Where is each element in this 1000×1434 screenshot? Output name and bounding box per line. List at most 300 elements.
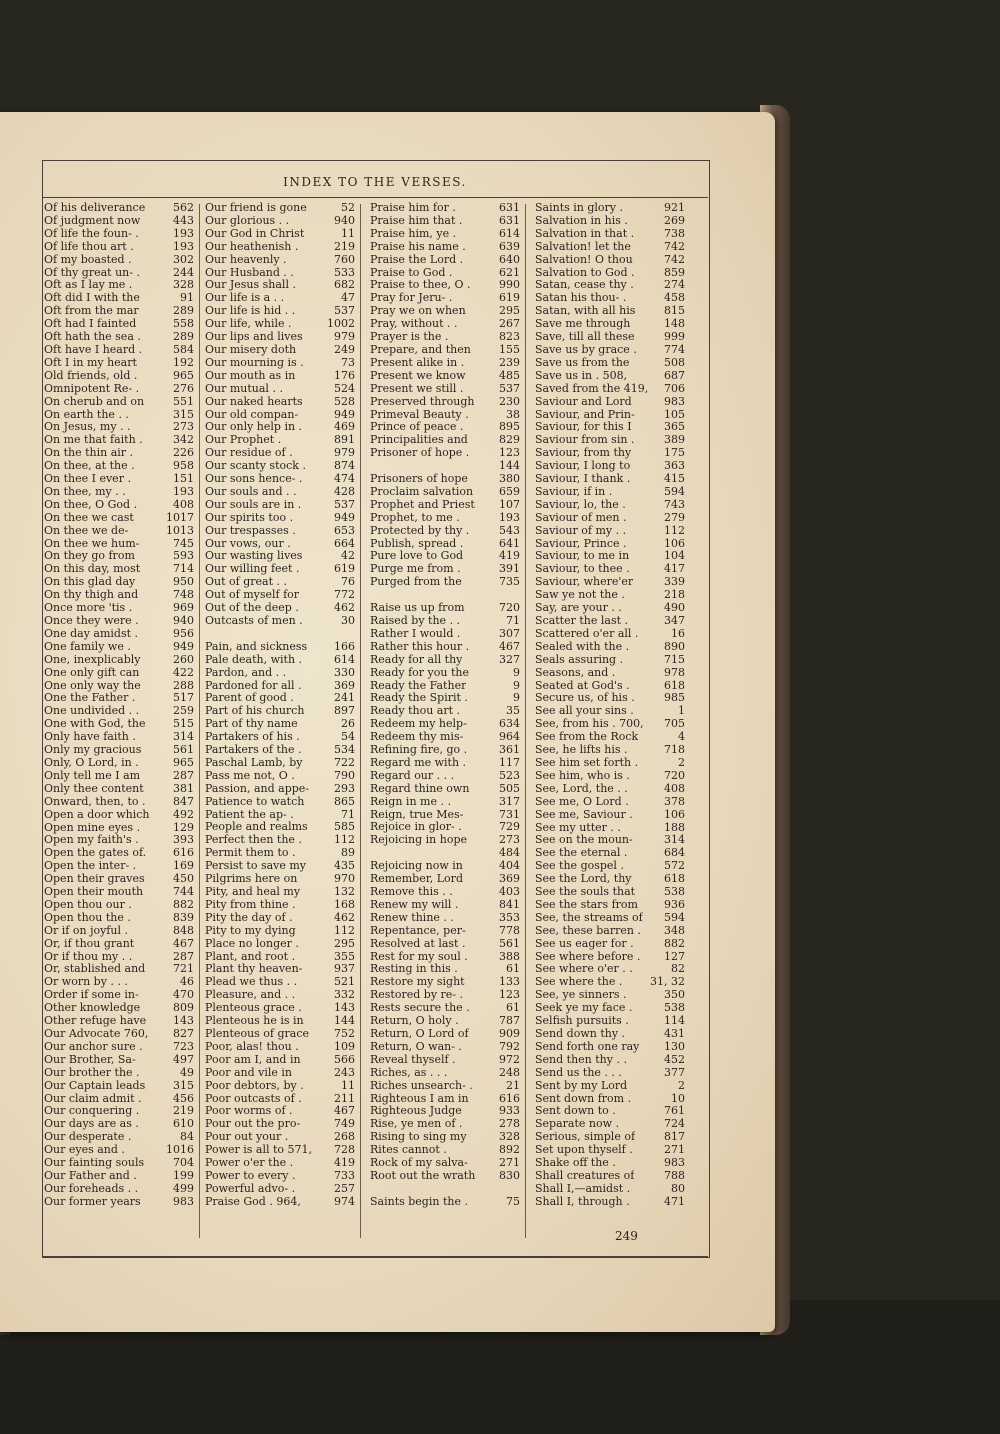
entry-text: Saints begin the . — [370, 1195, 468, 1208]
entry-text: On this day, most — [44, 563, 141, 576]
entry-text: Onward, then, to . — [44, 795, 146, 808]
entry-page: 614 — [334, 653, 355, 666]
entry-page: 271 — [499, 1157, 520, 1170]
entry-text: Oft have I heard . — [44, 343, 143, 356]
entry-page: 958 — [173, 460, 194, 473]
entry-page: 267 — [499, 318, 520, 331]
entry-text: Sealed with the . — [535, 640, 630, 653]
entry-text: Riches, as . . . — [370, 1066, 448, 1079]
entry-page: 537 — [499, 382, 520, 395]
entry-text: Righteous I am in — [370, 1092, 469, 1105]
entry-text: Plenteous of grace — [205, 1027, 310, 1040]
entry-text: Powerful advo- . — [205, 1182, 296, 1195]
index-entry — [535, 331, 685, 344]
index-entry — [44, 228, 194, 241]
entry-text: Our Prophet . — [205, 434, 282, 447]
index-entry — [205, 680, 355, 693]
section-gap — [205, 628, 355, 641]
entry-page: 895 — [499, 421, 520, 434]
entry-page: 404 — [499, 860, 520, 873]
entry-page: 1002 — [327, 318, 355, 331]
entry-page: 639 — [499, 240, 520, 253]
entry-page: 109 — [334, 1040, 355, 1053]
entry-text: Poor outcasts of . — [205, 1092, 302, 1105]
section-gap — [370, 589, 520, 602]
entry-page: 393 — [173, 834, 194, 847]
index-entry — [370, 1015, 520, 1028]
entry-text: Redeem thy mis- — [370, 731, 464, 744]
entry-page: 391 — [499, 563, 520, 576]
entry-page: 467 — [499, 640, 520, 653]
entry-page: 378 — [664, 795, 685, 808]
entry-page: 76 — [341, 576, 355, 589]
index-entry — [205, 821, 355, 834]
entry-page: 631 — [499, 202, 520, 214]
index-entry — [44, 989, 194, 1002]
index-entry — [535, 770, 685, 783]
index-entry — [44, 383, 194, 396]
entry-page: 315 — [173, 408, 194, 421]
entry-page: 634 — [499, 718, 520, 731]
entry-page: 26 — [341, 718, 355, 731]
entry-text: Praise to thee, O . — [370, 279, 471, 292]
index-entry — [535, 1183, 685, 1196]
entry-page: 733 — [334, 1169, 355, 1182]
entry-page: 735 — [499, 576, 520, 589]
entry-page: 289 — [173, 305, 194, 318]
index-entry — [535, 370, 685, 383]
entry-page: 431 — [664, 1028, 685, 1040]
index-entry — [44, 925, 194, 938]
entry-text: Of life the foun- . — [44, 227, 139, 240]
entry-text: Out of the deep . — [205, 602, 299, 615]
entry-text: One, inexplicably — [44, 653, 141, 666]
entry-text: Prophet and Priest — [370, 498, 475, 511]
entry-page: 46 — [180, 976, 194, 989]
index-entry — [44, 396, 194, 409]
entry-page: 728 — [334, 1144, 355, 1157]
column-divider — [360, 204, 361, 1238]
index-entry — [370, 460, 520, 473]
index-entry — [535, 602, 685, 615]
entry-page: 130 — [664, 1040, 685, 1053]
index-entry — [205, 228, 355, 241]
entry-text: Shall I,—amidst . — [535, 1182, 631, 1195]
entry-page: 610 — [173, 1118, 194, 1131]
index-entry — [44, 1170, 194, 1183]
entry-text: Return, O Lord of — [370, 1027, 469, 1040]
index-entry — [205, 1080, 355, 1093]
entry-page: 91 — [180, 292, 194, 305]
entry-page: 558 — [173, 318, 194, 331]
entry-text: One the Father . — [44, 692, 136, 705]
entry-text: Resting in this . — [370, 963, 458, 976]
book-page — [0, 112, 775, 1332]
entry-text: Perfect then the . — [205, 834, 302, 847]
entry-text: People and realms — [205, 821, 308, 834]
entry-text: Praise him for . — [370, 202, 456, 214]
index-entry — [44, 318, 194, 331]
index-entry — [44, 525, 194, 538]
index-entry — [44, 1015, 194, 1028]
entry-text: Our trespasses . — [205, 524, 296, 537]
index-entry — [535, 1015, 685, 1028]
entry-page: 616 — [173, 847, 194, 860]
index-entry — [370, 809, 520, 822]
entry-page: 594 — [664, 485, 685, 498]
entry-text: Omnipotent Re- . — [44, 382, 140, 395]
entry-text: Saviour, if in . — [535, 485, 613, 498]
entry-text: Principalities and — [370, 434, 468, 447]
entry-text: Proclaim salvation — [370, 485, 474, 498]
entry-text: On thee we hum- — [44, 537, 140, 550]
entry-page: 248 — [499, 1066, 520, 1079]
entry-text: See where the . — [535, 976, 623, 989]
entry-page: 528 — [334, 395, 355, 408]
entry-text: Ready for all thy — [370, 653, 463, 666]
index-entry — [44, 744, 194, 757]
entry-page: 269 — [664, 214, 685, 227]
index-entry — [535, 783, 685, 796]
entry-page: 61 — [506, 1002, 520, 1015]
index-entry — [205, 1144, 355, 1157]
entry-page: 353 — [499, 911, 520, 924]
header-rule — [42, 197, 708, 198]
index-entry — [535, 976, 685, 989]
entry-page: 827 — [173, 1028, 194, 1040]
index-entry — [205, 396, 355, 409]
entry-page: 219 — [173, 1105, 194, 1118]
entry-text: Our heathenish . — [205, 240, 299, 253]
index-entry — [370, 731, 520, 744]
entry-text: Save, till all these — [535, 331, 635, 344]
index-entry — [370, 783, 520, 796]
entry-text: Only tell me I am — [44, 769, 141, 782]
entry-page: 687 — [664, 369, 685, 382]
entry-page: 965 — [173, 756, 194, 769]
index-entry — [205, 241, 355, 254]
index-entry — [370, 1105, 520, 1118]
entry-page: 408 — [664, 782, 685, 795]
entry-text: Of my boasted . — [44, 253, 132, 266]
index-entry — [370, 1118, 520, 1131]
entry-page: 999 — [664, 331, 685, 344]
entry-page: 949 — [334, 511, 355, 524]
index-entry — [44, 267, 194, 280]
entry-text: Only thee content — [44, 782, 144, 795]
entry-page: 921 — [664, 202, 685, 214]
entry-text: Pity, and heal my — [205, 886, 301, 899]
entry-text: Regard thine own — [370, 782, 470, 795]
entry-page: 123 — [499, 447, 520, 460]
entry-text: Pale death, with . — [205, 653, 303, 666]
entry-page: 724 — [664, 1118, 685, 1131]
entry-text: Rising to sing my — [370, 1131, 467, 1144]
entry-text: Seek ye my face . — [535, 1002, 633, 1015]
index-entry — [205, 834, 355, 847]
index-entry — [370, 318, 520, 331]
entry-text: Partakers of the . — [205, 744, 302, 757]
index-entry — [205, 279, 355, 292]
entry-text: See the Lord, thy — [535, 873, 632, 886]
entry-text: On Jesus, my . . — [44, 421, 131, 434]
entry-page: 307 — [499, 627, 520, 640]
entry-text: Saviour, to thee . — [535, 563, 630, 576]
index-entry — [370, 951, 520, 964]
index-entry — [44, 886, 194, 899]
entry-text: See, ye sinners . — [535, 989, 627, 1002]
entry-text: See my utter . . — [535, 821, 621, 834]
entry-page: 388 — [499, 950, 520, 963]
entry-page: 792 — [499, 1040, 520, 1053]
index-entry — [44, 938, 194, 951]
entry-text: Pity to my dying — [205, 924, 296, 937]
index-entry — [44, 963, 194, 976]
entry-page: 389 — [664, 434, 685, 447]
entry-page: 979 — [334, 447, 355, 460]
index-entry — [535, 396, 685, 409]
entry-text: On cherub and on — [44, 395, 145, 408]
column-divider — [199, 204, 200, 1238]
entry-page: 970 — [334, 873, 355, 886]
entry-page: 11 — [341, 227, 355, 240]
index-entry — [205, 525, 355, 538]
entry-page: 787 — [499, 1015, 520, 1028]
index-entry — [535, 899, 685, 912]
entry-page: 937 — [334, 963, 355, 976]
index-entry — [535, 267, 685, 280]
entry-text: Our fainting souls — [44, 1157, 145, 1170]
index-entry — [535, 576, 685, 589]
entry-page: 752 — [334, 1027, 355, 1040]
index-entry — [370, 821, 520, 834]
entry-text: See the stars from — [535, 898, 638, 911]
entry-page: 631 — [499, 214, 520, 227]
index-entry — [535, 357, 685, 370]
entry-page: 823 — [499, 331, 520, 344]
entry-text: Raise us up from — [370, 602, 465, 615]
entry-text: Pilgrims here on — [205, 873, 298, 886]
entry-text: Our conquering . — [44, 1105, 140, 1118]
index-entry — [370, 525, 520, 538]
entry-text: Save us in . 508, — [535, 369, 628, 382]
entry-page: 75 — [506, 1195, 520, 1208]
index-entry — [535, 563, 685, 576]
entry-page: 193 — [173, 240, 194, 253]
entry-page: 332 — [334, 989, 355, 1002]
entry-page: 949 — [173, 640, 194, 653]
entry-page: 533 — [334, 266, 355, 279]
entry-text: Saviour, where'er — [535, 576, 634, 589]
entry-text: Seals assuring . — [535, 653, 624, 666]
entry-text: Rather I would . — [370, 627, 461, 640]
entry-page: 584 — [173, 343, 194, 356]
entry-text: Shall I, through . — [535, 1195, 630, 1208]
entry-text: Purge me from . — [370, 563, 461, 576]
entry-page: 276 — [173, 382, 194, 395]
index-entry — [205, 473, 355, 486]
index-entry — [44, 667, 194, 680]
index-entry — [44, 602, 194, 615]
entry-page: 664 — [334, 537, 355, 550]
entry-text: One family we . — [44, 640, 131, 653]
index-entry — [535, 305, 685, 318]
entry-text: Our Jesus shall . — [205, 279, 296, 292]
index-entry — [535, 447, 685, 460]
entry-text: Satan his thou- . — [535, 292, 627, 305]
entry-page: 71 — [341, 808, 355, 821]
entry-page: 47 — [341, 292, 355, 305]
entry-page: 271 — [664, 1144, 685, 1157]
entry-text: Saviour, from thy — [535, 447, 632, 460]
entry-text: Place no longer . — [205, 937, 299, 950]
entry-text: See the gospel . — [535, 860, 624, 873]
entry-page: 462 — [334, 911, 355, 924]
entry-text: On they go from — [44, 550, 135, 563]
index-entry — [205, 1041, 355, 1054]
entry-text: Our Father and . — [44, 1169, 137, 1182]
index-entry — [370, 538, 520, 551]
entry-text: See where o'er . . — [535, 963, 633, 976]
entry-text: Of life thou art . — [44, 240, 134, 253]
entry-text: Send then thy . . — [535, 1053, 627, 1066]
entry-text: Regard our . . . — [370, 769, 455, 782]
index-entry — [535, 731, 685, 744]
index-entry — [370, 396, 520, 409]
entry-page: 585 — [334, 821, 355, 834]
index-entry — [370, 886, 520, 899]
entry-text: Resolved at last . — [370, 937, 466, 950]
entry-page: 279 — [664, 511, 685, 524]
index-entry — [44, 1002, 194, 1015]
entry-text: Saviour, I long to — [535, 460, 631, 473]
entry-page: 940 — [173, 615, 194, 627]
entry-text: Rest for my soul . — [370, 950, 468, 963]
entry-page: 508 — [664, 356, 685, 369]
entry-text: Salvation to God . — [535, 266, 635, 279]
entry-text: Or, if thou grant — [44, 937, 135, 950]
index-entry — [535, 434, 685, 447]
index-entry — [535, 409, 685, 422]
entry-text: Or worn by . . . — [44, 976, 128, 989]
entry-text: Remove this . . — [370, 886, 453, 899]
entry-page: 148 — [664, 318, 685, 331]
entry-text: Open the gates of. — [44, 847, 147, 860]
index-entry — [535, 1067, 685, 1080]
entry-page: 422 — [173, 666, 194, 679]
entry-text: Prisoner of hope . — [370, 447, 470, 460]
index-entry — [370, 305, 520, 318]
index-entry — [205, 1170, 355, 1183]
entry-text: On earth the . . — [44, 408, 129, 421]
entry-text: Restored by re- . — [370, 989, 464, 1002]
entry-page: 619 — [499, 292, 520, 305]
entry-text: Rock of my salva- — [370, 1157, 468, 1170]
index-entry — [44, 1080, 194, 1093]
entry-text: Saviour, Prince . — [535, 537, 627, 550]
index-entry — [44, 976, 194, 989]
index-entry — [205, 796, 355, 809]
index-entry — [44, 1067, 194, 1080]
entry-page: 1016 — [166, 1144, 194, 1157]
index-entry — [205, 886, 355, 899]
index-entry — [44, 615, 194, 628]
entry-page: 155 — [499, 343, 520, 356]
entry-text: Plenteous grace . — [205, 1002, 302, 1015]
index-entry — [205, 292, 355, 305]
entry-page: 882 — [664, 937, 685, 950]
entry-text: Pray for Jeru- . — [370, 292, 453, 305]
entry-text: Saviour, and Prin- — [535, 408, 635, 421]
entry-page: 295 — [334, 937, 355, 950]
entry-page: 566 — [334, 1053, 355, 1066]
index-entry — [44, 512, 194, 525]
entry-page: 175 — [664, 447, 685, 460]
entry-page: 289 — [173, 331, 194, 344]
entry-page: 369 — [334, 679, 355, 692]
entry-page: 499 — [173, 1182, 194, 1195]
entry-text: On thee we cast — [44, 511, 134, 524]
entry-text: Our lips and lives — [205, 331, 303, 344]
entry-text: See me, Saviour . — [535, 808, 633, 821]
index-entry — [205, 589, 355, 602]
entry-text: Saved from the 419, — [535, 382, 649, 395]
index-entry — [535, 279, 685, 292]
entry-page: 458 — [664, 292, 685, 305]
entry-page: 684 — [664, 847, 685, 860]
column-divider — [525, 204, 526, 1238]
entry-text: Our friend is gone — [205, 202, 307, 214]
index-entry — [44, 860, 194, 873]
entry-page: 788 — [664, 1169, 685, 1182]
index-entry — [370, 834, 520, 847]
entry-page: 288 — [173, 679, 194, 692]
index-entry — [535, 654, 685, 667]
entry-page: 363 — [664, 460, 685, 473]
index-entry — [535, 1041, 685, 1054]
index-entry — [205, 1183, 355, 1196]
entry-text: Rests secure the . — [370, 1002, 470, 1015]
entry-text: Of his deliverance — [44, 202, 146, 214]
index-entry — [205, 615, 355, 628]
entry-page: 241 — [334, 692, 355, 705]
page-number: 249 — [615, 1229, 638, 1243]
entry-text: Oft had I fainted — [44, 318, 137, 331]
entry-text: Prophet, to me . — [370, 511, 460, 524]
entry-text: Praise to God . — [370, 266, 453, 279]
entry-page: 435 — [334, 860, 355, 873]
entry-page: 515 — [173, 718, 194, 731]
entry-text: Return, O holy . — [370, 1015, 459, 1028]
index-entry — [535, 912, 685, 925]
index-entry — [370, 770, 520, 783]
entry-text: Our Husband . . — [205, 266, 294, 279]
index-entry — [44, 1196, 194, 1209]
index-entry — [205, 847, 355, 860]
index-entry — [370, 667, 520, 680]
entry-text: Satan, with all his — [535, 305, 636, 318]
index-entry — [370, 1093, 520, 1106]
entry-text: Saviour, for this I — [535, 421, 632, 434]
index-entry — [370, 215, 520, 228]
entry-page: 714 — [173, 563, 194, 576]
index-entry — [205, 357, 355, 370]
index-entry — [205, 899, 355, 912]
index-entry — [370, 279, 520, 292]
entry-page: 42 — [341, 550, 355, 563]
entry-text: Our God in Christ — [205, 227, 305, 240]
index-entry — [44, 357, 194, 370]
